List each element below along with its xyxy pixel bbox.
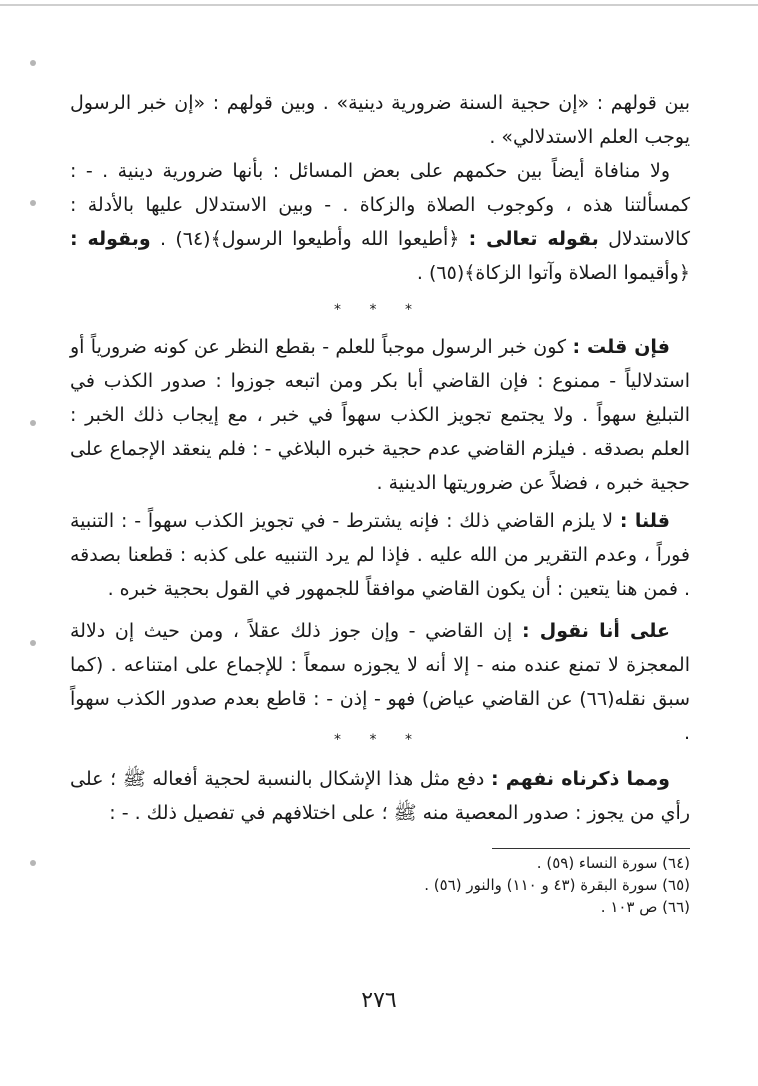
footnotes	[300, 852, 690, 918]
paragraph-2-quote-2: ﴿وأقيموا الصلاة وآتوا الزكاة﴾(٦٥) .	[416, 262, 690, 284]
paragraph-5-lead: على أنا نقول :	[521, 620, 670, 642]
paragraph-2-bold-2: وبقوله :	[70, 228, 151, 250]
paragraph-6-body	[70, 762, 690, 830]
paragraph-3-lead: فإن قلت :	[572, 336, 670, 358]
footnote-65: (٦٥) سورة البقرة (٤٣ و ١١٠) والنور (٥٦) .	[424, 876, 690, 894]
scan-top-edge	[0, 4, 758, 6]
paragraph-3	[70, 330, 690, 500]
paragraph-6-lead: ومما ذكرناه نفهم :	[491, 768, 670, 790]
paragraph-4	[70, 504, 690, 606]
paragraph-2-quote-1: ﴿أطيعوا الله وأطيعوا الرسول﴾(٦٤) .	[159, 228, 460, 250]
paragraph-5-body	[70, 614, 690, 750]
paragraph-6-text: دفع مثل هذا الإشكال بالنسبة لحجية أفعاله ﷺ ؛ على رأي من يجوز : صدور المعصية منه ﷺ ؛ على اختلافهم في تفصيل ذلك . - :	[70, 768, 690, 824]
paragraph-4-lead: قلنا :	[619, 510, 670, 532]
paragraph-1-text: بين قولهم : «إن حجية السنة ضرورية دينية» . وبين قولهم : «إن خبر الرسول يوجب العلم الاستدلالي» .	[70, 92, 690, 148]
paragraph-4-body	[70, 504, 690, 606]
paragraph-1	[70, 86, 690, 154]
paragraph-2-body	[70, 154, 690, 290]
footnote-divider	[492, 848, 690, 849]
paragraph-2-text: ولا منافاة أيضاً بين حكمهم على بعض المسائل : بأنها ضرورية دينية . - : كمسألتنا هذه ، وكوجوب الصلاة والزكاة . - وبين الاستدلال عليها بالأدلة : كالاستدلال	[70, 160, 691, 250]
paragraph-6	[70, 762, 690, 830]
paragraph-3-text: كون خبر الرسول موجباً للعلم - بقطع النظر عن كونه ضرورياً أو استدلالياً - ممنوع : فإن القاضي أبا بكر ومن اتبعه جوزوا : صدور الكذب في التبليغ سهواً . ولا يجتمع تجويز الكذب سهواً في خبر ، مع إيجاب ذلك الخبر : العلم بصدقه . فيلزم القاضي عدم حجية خبره البلاغي - : فلم ينعقد الإجماع على حجية خبره ، فضلاً عن ضروريتها الدينية .	[70, 336, 690, 494]
page-number: ٢٧٦	[361, 988, 397, 1013]
footnote-64: (٦٤) سورة النساء (٥٩) .	[536, 854, 690, 872]
paragraph-5	[70, 614, 690, 750]
paragraph-2	[70, 154, 690, 290]
paragraph-3-body	[70, 330, 690, 500]
paragraph-2-bold-1: بقوله تعالى :	[468, 228, 599, 250]
paragraph-4-text: لا يلزم القاضي ذلك : فإنه يشترط - في تجويز الكذب سهواً - : التنبية فوراً ، وعدم التقرير من الله عليه . فإذا لم يرد التنبيه على كذبه : قطعنا بصدقه . فمن هنا يتعين : أن يكون القاضي موافقاً للجمهور في القول بحجية خبره .	[70, 510, 690, 600]
section-separator-2: * * *	[334, 732, 424, 748]
paragraph-5-text: إن القاضي - وإن جوز ذلك عقلاً ، ومن حيث إن دلالة المعجزة لا تمنع عنده منه - إلا أنه لا يجوزه سمعاً : للإجماع على امتناعه . (كما سبق نقله(٦٦) عن القاضي عياض) فهو - إذن - : قاطع بعدم صدور الكذب سهواً .	[70, 620, 690, 744]
footnote-66: (٦٦) ص ١٠٣ .	[600, 898, 690, 916]
section-separator-1: * * *	[334, 302, 424, 318]
